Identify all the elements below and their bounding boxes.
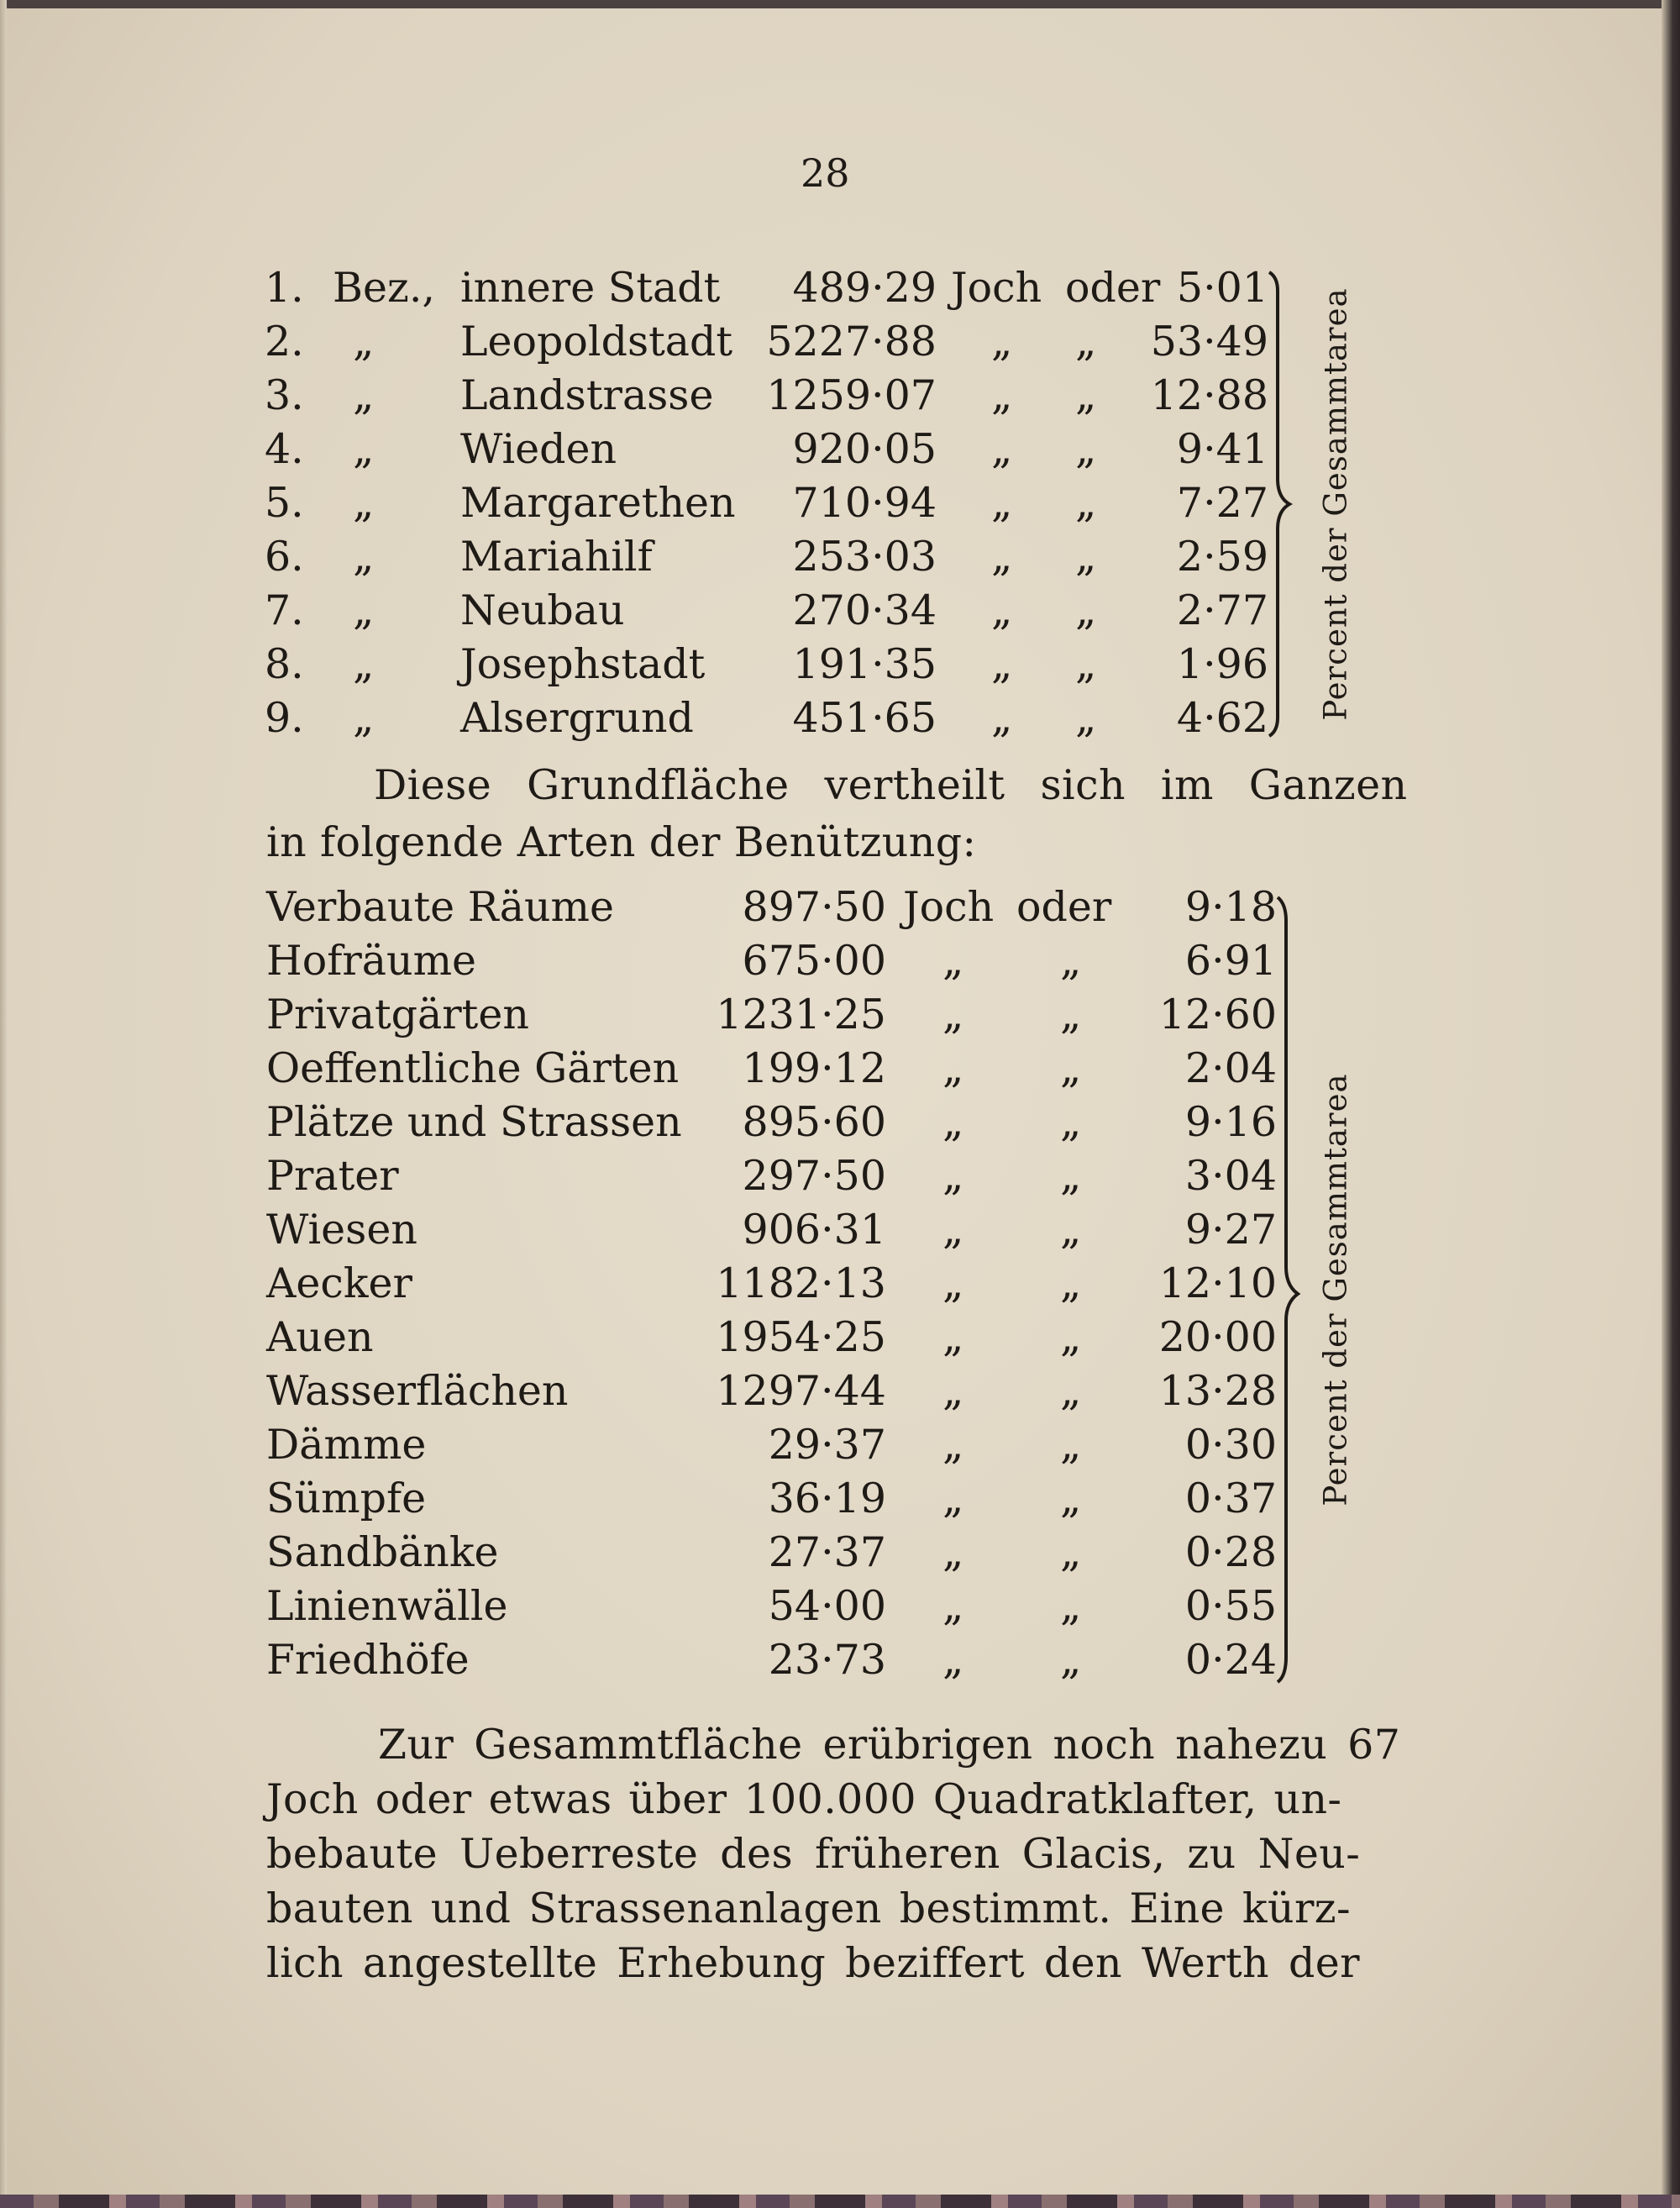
book-edge-top [0,0,1680,8]
district-side-label: Percent der Gesammtarea [1317,287,1354,721]
usage-row-name: Verbaute Räume [266,883,614,931]
usage-row-percent: 9·18 [1184,883,1277,931]
usage-row-percent: 0·55 [1184,1582,1277,1630]
district-row-number: 6. [265,533,304,581]
usage-row-unit: „ [942,991,964,1038]
usage-row-value: 897·50 [742,883,886,931]
usage-row-percent: 0·28 [1184,1528,1277,1576]
usage-row-percent: 0·30 [1184,1421,1277,1469]
usage-side-label: Percent der Gesammtarea [1317,1073,1354,1506]
district-row-prefix: „ [353,479,375,527]
district-row-unit: Joch [951,264,1042,312]
district-row-percent: 2·77 [1176,586,1268,634]
district-row-percent: 1·96 [1176,640,1268,688]
usage-row-percent: 3·04 [1184,1152,1277,1200]
district-brace [1264,269,1298,739]
usage-row-conj: „ [1060,1206,1082,1254]
district-row-number: 5. [265,479,304,527]
usage-row-name: Sümpfe [266,1475,427,1522]
usage-row-unit: „ [942,1636,964,1684]
district-row-unit: „ [991,586,1013,634]
usage-row-conj: „ [1060,1636,1082,1684]
usage-row-unit: „ [942,1152,964,1200]
usage-row-unit: „ [942,1367,964,1415]
usage-row-value: 1954·25 [716,1313,886,1361]
district-row-name: Leopoldstadt [460,318,733,365]
usage-row-conj: „ [1060,1582,1082,1630]
usage-row-conj: „ [1060,1421,1082,1469]
usage-brace [1273,891,1306,1689]
usage-row-unit: „ [942,1582,964,1630]
closing-line-5: lich angestellte Erhebung beziffert den Werth der [266,1939,1360,1987]
usage-row-conj: „ [1060,937,1082,985]
district-row-name: Landstrasse [460,371,714,419]
district-row-prefix: „ [353,694,375,742]
district-row-percent: 4·62 [1176,694,1268,742]
usage-row-percent: 12·10 [1158,1259,1277,1307]
usage-row-value: 906·31 [742,1206,886,1254]
usage-row-percent: 2·04 [1184,1044,1277,1092]
usage-row-value: 675·00 [742,937,886,985]
district-row-percent: 5·01 [1176,264,1268,312]
district-row-name: innere Stadt [460,264,721,312]
district-row-value: 253·03 [792,533,937,581]
usage-row-name: Oeffentliche Gärten [266,1044,680,1092]
usage-row-value: 1231·25 [716,991,886,1038]
usage-row-percent: 0·24 [1184,1636,1277,1684]
district-row-percent: 7·27 [1176,479,1268,527]
usage-row-conj: „ [1060,1098,1082,1146]
usage-row-conj: „ [1060,1152,1082,1200]
district-row-conj: „ [1075,533,1097,581]
usage-row-percent: 20·00 [1158,1313,1277,1361]
district-row-prefix: „ [353,586,375,634]
usage-row-unit: „ [942,1528,964,1576]
usage-row-conj: oder [1016,883,1112,931]
district-row-unit: „ [991,371,1013,419]
closing-line-1: Zur Gesammtfläche erübrigen noch nahezu 67 [378,1721,1401,1769]
usage-row-percent: 9·27 [1184,1206,1277,1254]
usage-row-value: 1182·13 [716,1259,886,1307]
book-edge-left [0,0,7,2208]
district-row-percent: 2·59 [1176,533,1268,581]
district-row-name: Neubau [460,586,625,634]
usage-row-value: 29·37 [768,1421,886,1469]
usage-row-name: Friedhöfe [266,1636,470,1684]
usage-row-conj: „ [1060,1528,1082,1576]
district-row-prefix: „ [353,533,375,581]
district-row-conj: oder [1065,264,1161,312]
usage-row-name: Aecker [266,1259,412,1307]
district-row-prefix: Bez., [333,264,435,312]
usage-row-value: 27·37 [768,1528,886,1576]
district-row-prefix: „ [353,371,375,419]
district-row-number: 1. [265,264,304,312]
district-row-number: 2. [265,318,304,365]
usage-row-unit: „ [942,1259,964,1307]
usage-row-name: Privatgärten [266,991,529,1038]
district-row-number: 4. [265,425,304,473]
district-row-number: 7. [265,586,304,634]
district-row-value: 1259·07 [766,371,937,419]
usage-row-value: 1297·44 [716,1367,886,1415]
usage-row-name: Hofräume [266,937,477,985]
district-row-value: 191·35 [792,640,937,688]
page-number: 28 [801,150,850,196]
intro-line-2: in folgende Arten der Benützung: [266,818,977,866]
book-edge-right [1662,0,1680,2208]
district-row-value: 5227·88 [766,318,937,365]
usage-row-unit: „ [942,1475,964,1522]
usage-row-value: 895·60 [742,1098,886,1146]
district-row-conj: „ [1075,318,1097,365]
usage-row-unit: „ [942,1313,964,1361]
intro-line-1: Diese Grundfläche vertheilt sich im Ganzen [374,761,1408,809]
usage-row-name: Dämme [266,1421,427,1469]
district-row-number: 8. [265,640,304,688]
district-row-conj: „ [1075,479,1097,527]
usage-row-conj: „ [1060,1044,1082,1092]
closing-line-4: bauten und Strassenanlagen bestimmt. Eine kürz- [266,1885,1351,1932]
district-row-conj: „ [1075,371,1097,419]
usage-row-conj: „ [1060,1367,1082,1415]
usage-row-value: 297·50 [742,1152,886,1200]
usage-row-name: Wasserflächen [266,1367,569,1415]
district-row-name: Margarethen [460,479,736,527]
book-edge-bottom [0,2195,1680,2208]
usage-row-unit: „ [942,1206,964,1254]
district-row-unit: „ [991,318,1013,365]
district-row-number: 3. [265,371,304,419]
district-row-name: Alsergrund [460,694,694,742]
usage-row-percent: 13·28 [1158,1367,1277,1415]
district-row-unit: „ [991,694,1013,742]
district-row-unit: „ [991,640,1013,688]
usage-row-name: Linienwälle [266,1582,508,1630]
usage-row-unit: „ [942,937,964,985]
district-row-value: 270·34 [792,586,937,634]
usage-row-value: 36·19 [768,1475,886,1522]
district-row-value: 920·05 [792,425,937,473]
district-row-unit: „ [991,425,1013,473]
usage-row-unit: Joch [903,883,995,931]
usage-row-name: Auen [266,1313,374,1361]
district-row-percent: 12·88 [1150,371,1268,419]
district-row-value: 710·94 [792,479,937,527]
district-row-name: Mariahilf [460,533,653,581]
district-row-value: 451·65 [792,694,937,742]
district-row-prefix: „ [353,425,375,473]
district-row-name: Josephstadt [460,640,706,688]
usage-row-conj: „ [1060,1313,1082,1361]
usage-row-unit: „ [942,1421,964,1469]
district-row-name: Wieden [460,425,617,473]
usage-row-percent: 0·37 [1184,1475,1277,1522]
usage-row-name: Sandbänke [266,1528,499,1576]
district-row-unit: „ [991,533,1013,581]
usage-row-unit: „ [942,1098,964,1146]
usage-row-conj: „ [1060,1259,1082,1307]
usage-row-value: 54·00 [768,1582,886,1630]
closing-line-2: Joch oder etwas über 100.000 Quadratklafter, un- [266,1775,1342,1823]
usage-row-name: Plätze und Strassen [266,1098,682,1146]
usage-row-percent: 12·60 [1158,991,1277,1038]
district-row-number: 9. [265,694,304,742]
district-row-conj: „ [1075,640,1097,688]
usage-row-percent: 9·16 [1184,1098,1277,1146]
district-row-conj: „ [1075,425,1097,473]
usage-row-unit: „ [942,1044,964,1092]
usage-row-name: Wiesen [266,1206,417,1254]
usage-row-conj: „ [1060,991,1082,1038]
usage-row-conj: „ [1060,1475,1082,1522]
district-row-percent: 9·41 [1176,425,1268,473]
usage-row-percent: 6·91 [1184,937,1277,985]
usage-row-value: 23·73 [768,1636,886,1684]
closing-line-3: bebaute Ueberreste des früheren Glacis, zu Neu- [266,1830,1361,1878]
district-row-unit: „ [991,479,1013,527]
district-row-prefix: „ [353,318,375,365]
district-row-conj: „ [1075,694,1097,742]
district-row-conj: „ [1075,586,1097,634]
district-row-prefix: „ [353,640,375,688]
district-row-percent: 53·49 [1150,318,1268,365]
usage-row-value: 199·12 [742,1044,886,1092]
usage-row-name: Prater [266,1152,399,1200]
district-row-value: 489·29 [792,264,937,312]
